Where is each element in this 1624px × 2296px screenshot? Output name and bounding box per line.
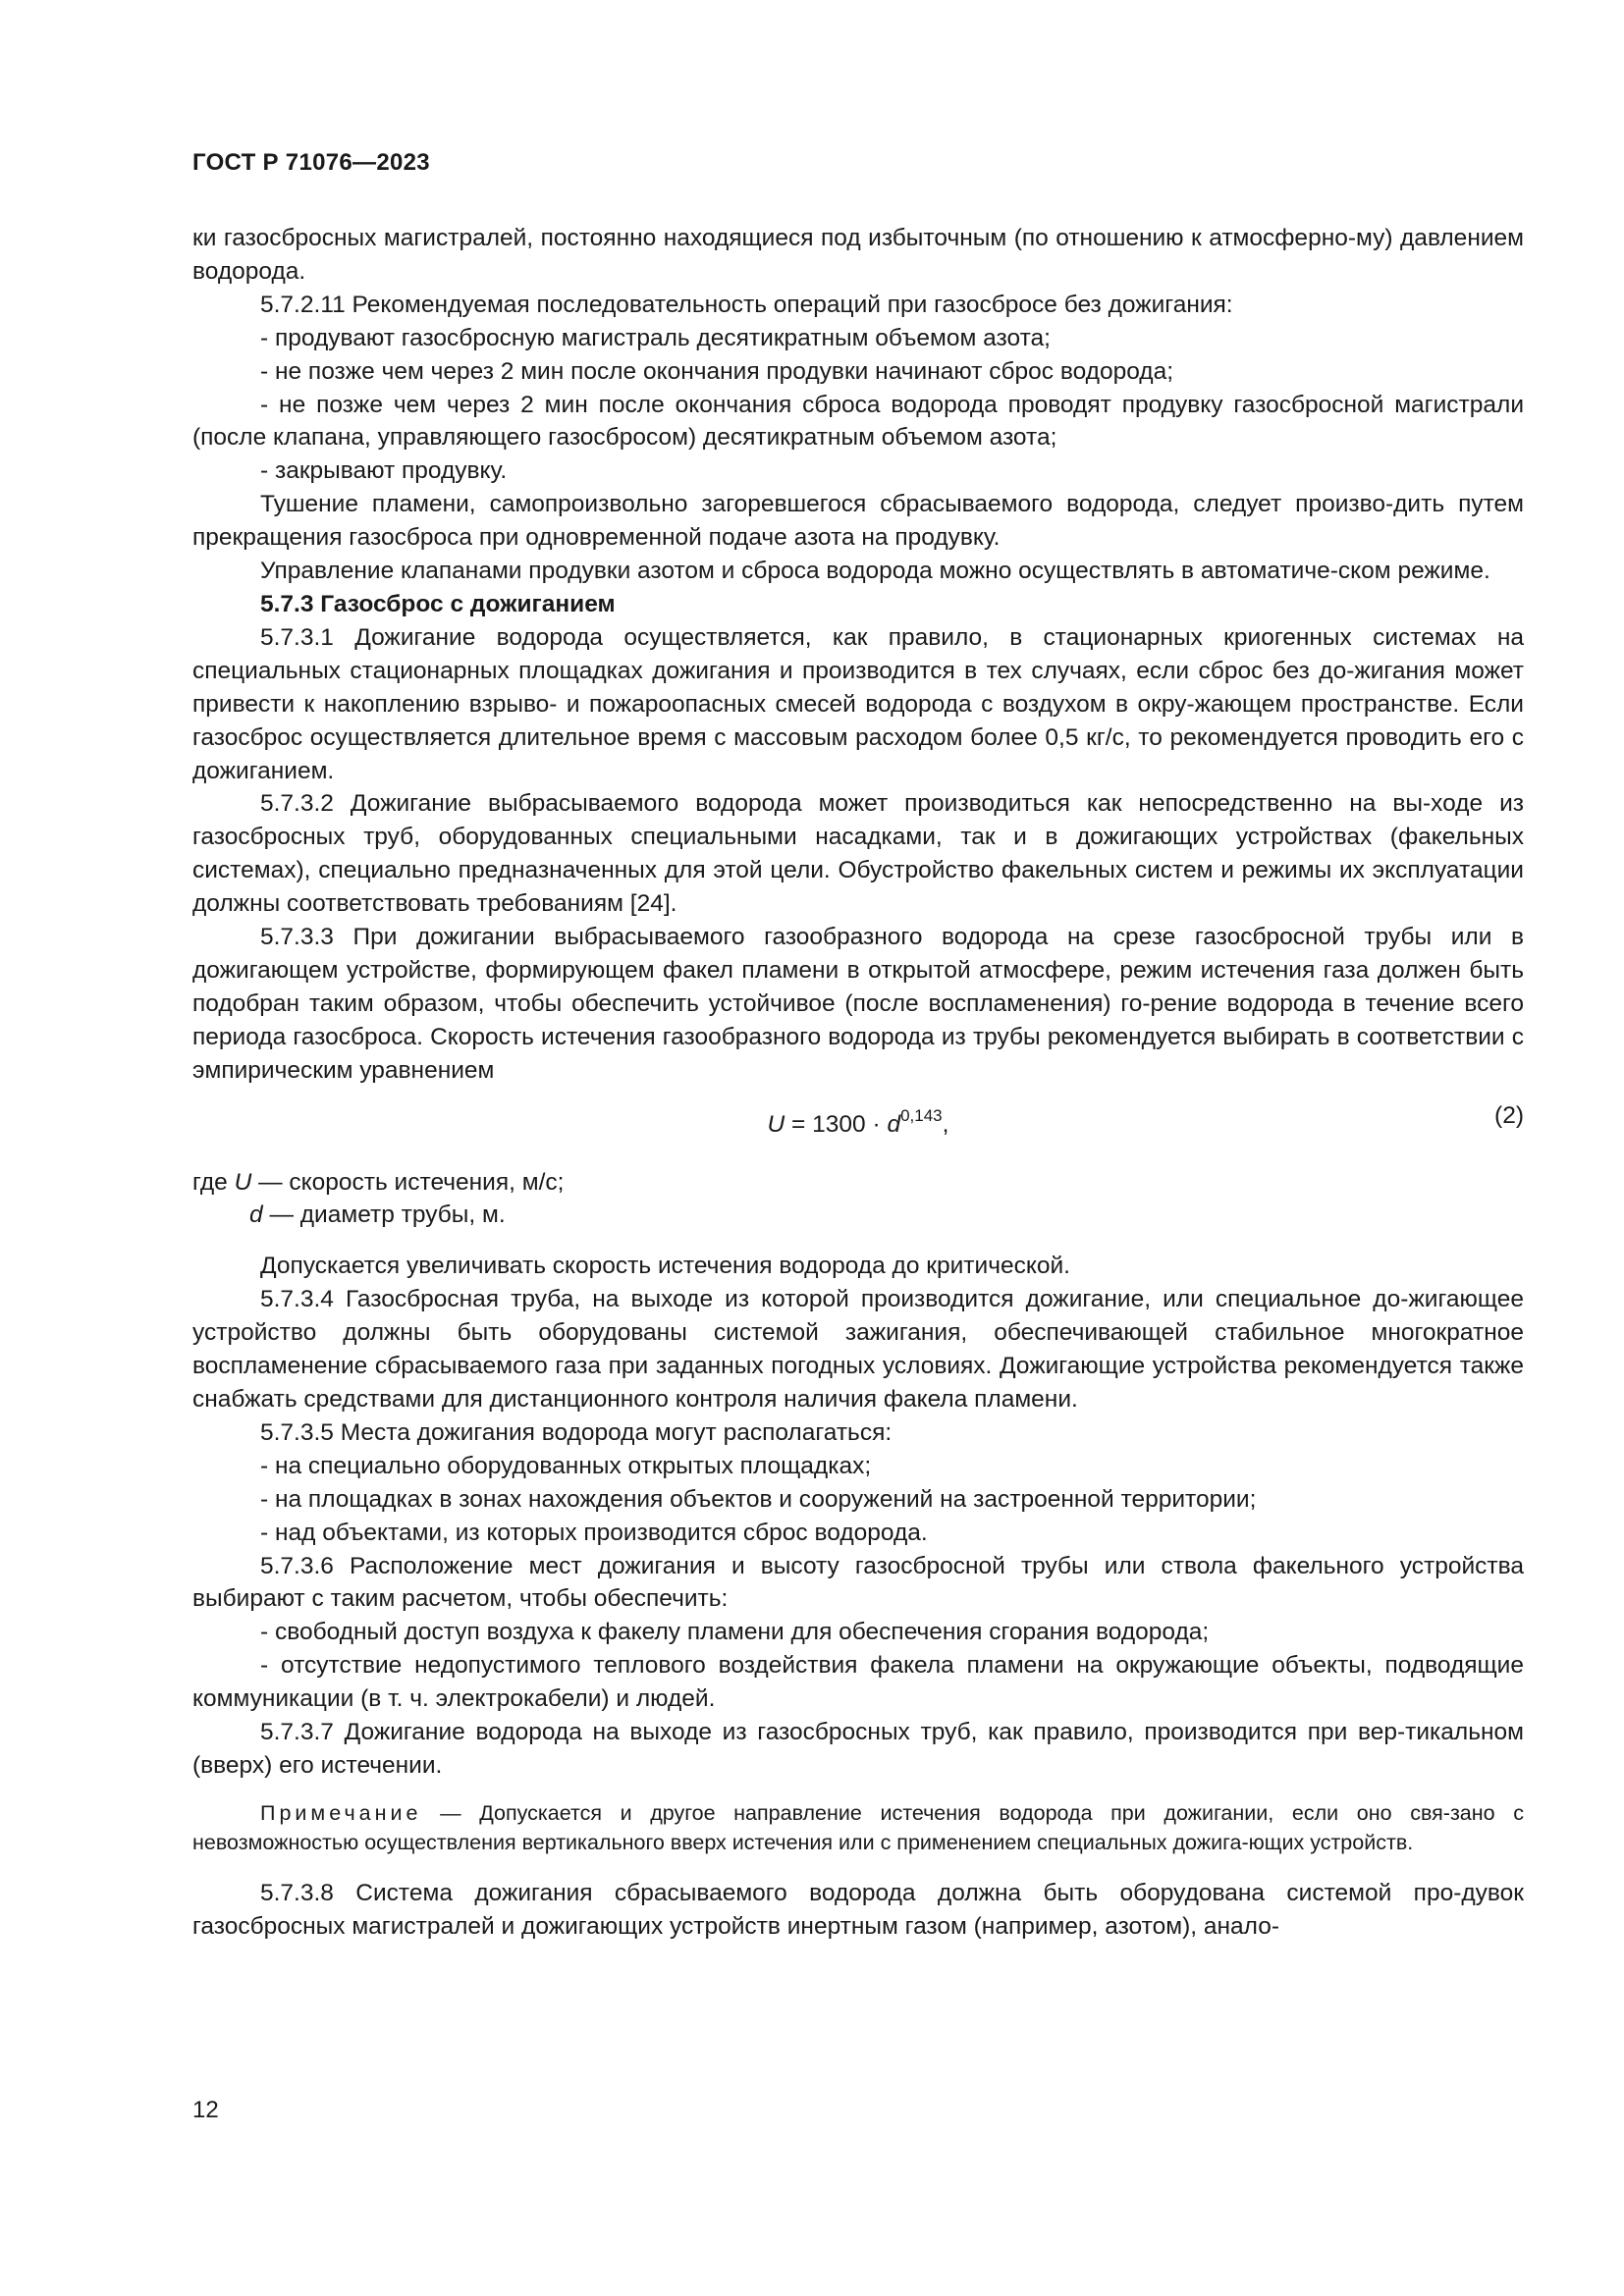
where-symbol: U (234, 1168, 252, 1196)
document-body (192, 222, 1524, 1944)
formula-lhs: U (767, 1110, 785, 1138)
page-number: 12 (192, 2097, 219, 2123)
where-symbol: d (249, 1201, 263, 1229)
where-prefix: где (192, 1168, 235, 1196)
paragraph: Тушение пламени, самопроизвольно загоревшегося сбрасываемого водорода, следует произво-дить путем прекращения газосброса при одновременной подаче азота на продувку. (192, 491, 1524, 552)
paragraph: Управление клапанами продувки азотом и сброса водорода можно осуществлять в автоматиче-ском режиме. (260, 558, 1490, 585)
list-item: - над объектами, из которых производится сброс водорода. (260, 1519, 928, 1546)
list-item: - продувают газосбросную магистраль десятикратным объемом азота; (260, 324, 1051, 351)
note-text: — Допускается и другое направление истечения водорода при дожигании, если оно свя-зано с невозможностью осуществления вертикального вверх истечения или с применением специальных дожига-ющих устройств. (192, 1800, 1524, 1854)
list-item: - свободный доступ воздуха к факелу пламени для обеспечения сгорания водорода; (260, 1619, 1210, 1646)
where-line (192, 1166, 1524, 1200)
formula-exponent: 0,143 (900, 1105, 943, 1125)
list-item: - отсутствие недопустимого теплового воздействия факела пламени на окружающие объекты, подводящие коммуникации (в т. ч. электрокабели) и людей. (192, 1652, 1524, 1713)
paragraph: 5.7.3.3 При дожигании выбрасываемого газообразного водорода на срезе газосбросной трубы или в дожигающем устройстве, формирующем факел пламени в открытой атмосфере, режим истечения газа должен быть подобран таким образом, чтобы обеспечить устойчивое (после воспламенения) го-рение водорода в течение всего периода газосброса. Скорость истечения газообразного водорода из трубы рекомендуется выбирать в соответствии с эмпирическим уравнением (192, 924, 1524, 1084)
paragraph: 5.7.3.6 Расположение мест дожигания и высоту газосбросной трубы или ствола факельного устройства выбирают с таким расчетом, чтобы обеспечить: (192, 1552, 1524, 1613)
document-header: ГОСТ Р 71076—2023 (192, 149, 430, 176)
paragraph: 5.7.3.1 Дожигание водорода осуществляется, как правило, в стационарных криогенных системах на специальных стационарных площадках дожигания и производится в тех случаях, если сброс без до-жигания может привести к накоплению взрыво- и пожароопасных смесей водорода с воздухом в окру-жающем пространстве. Если газосброс осуществляется длительное время с массовым расходом более 0,5 кг/с, то рекомендуется проводить его с дожиганием. (192, 623, 1524, 784)
formula-expression (192, 1099, 1524, 1142)
paragraph: 5.7.3.5 Места дожигания водорода могут располагаться: (260, 1418, 893, 1446)
section-heading: 5.7.3 Газосброс с дожиганием (260, 590, 616, 617)
paragraph: ки газосбросных магистралей, постоянно находящиеся под избыточным (по отношению к атмосферно-му) давлением водорода. (192, 225, 1524, 285)
formula-number: (2) (1494, 1101, 1524, 1129)
formula-var: d (887, 1110, 901, 1138)
where-text: — диаметр трубы, м. (262, 1201, 506, 1229)
note (192, 1798, 1524, 1857)
paragraph: 5.7.2.11 Рекомендуемая последовательность операций при газосбросе без дожигания: (260, 291, 1233, 318)
paragraph: Допускается увеличивать скорость истечения водорода до критической. (260, 1253, 1070, 1280)
where-text: — скорость истечения, м/с; (251, 1168, 565, 1196)
formula-eq: = 1300 · (785, 1110, 888, 1138)
paragraph: 5.7.3.7 Дожигание водорода на выходе из газосбросных труб, как правило, производится при вер-тикальном (вверх) его истечении. (192, 1719, 1524, 1779)
formula (192, 1099, 1524, 1145)
paragraph: 5.7.3.4 Газосбросная труба, на выходе из которой производится дожигание, или специальное до-жигающее устройство должны быть оборудованы системой зажигания, обеспечивающей стабильное многократное воспламенение сбрасываемого газа при заданных погодных условиях. Дожигающие устройства рекомендуется также снабжать средствами для дистанционного контроля наличия факела пламени. (192, 1286, 1524, 1413)
paragraph: 5.7.3.2 Дожигание выбрасываемого водорода может производиться как непосредственно на вы-ходе из газосбросных труб, оборудованных специальными насадками, так и в дожигающих устройствах (факельных системах), специально предназначенных для этой цели. Обустройство факельных систем и режимы их эксплуатации должны соответствовать требованиям [24]. (192, 790, 1524, 918)
list-item: - на площадках в зонах нахождения объектов и сооружений на застроенной территории; (260, 1485, 1257, 1513)
formula-tail: , (942, 1110, 949, 1138)
list-item: - не позже чем через 2 мин после окончания сброса водорода проводят продувку газосбросной магистрали (после клапана, управляющего газосбросом) десятикратным объемом азота; (192, 391, 1524, 452)
note-label: Примечание (260, 1800, 422, 1825)
where-line (192, 1199, 1524, 1232)
paragraph: 5.7.3.8 Система дожигания сбрасываемого водорода должна быть оборудована системой про-дувок газосбросных магистралей и дожигающих устройств инертным газом (например, азотом), анало- (192, 1879, 1524, 1940)
list-item: - закрывают продувку. (260, 457, 508, 485)
list-item: - на специально оборудованных открытых площадках; (260, 1452, 872, 1479)
list-item: - не позже чем через 2 мин после окончания продувки начинают сброс водорода; (260, 357, 1174, 385)
